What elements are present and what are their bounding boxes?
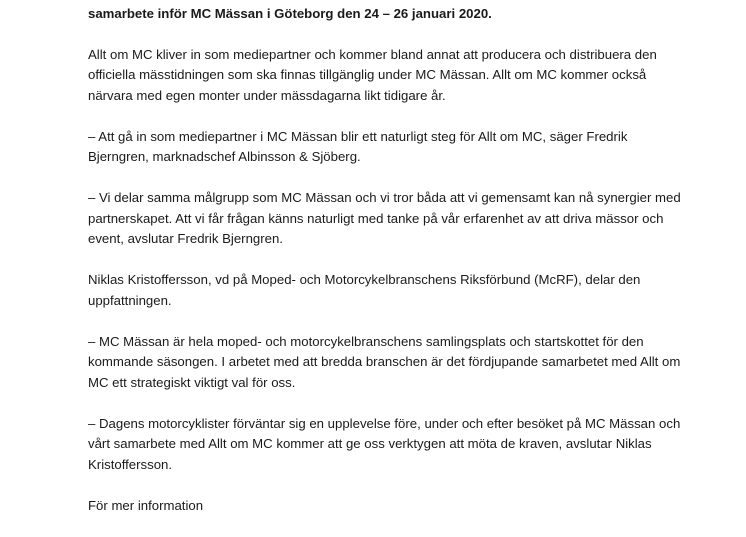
text-line: event, avslutar Fredrik Bjerngren. [88, 231, 283, 246]
text-line: närvara med egen monter under mässdagarna likt tidigare år. [88, 87, 446, 103]
text-line: – MC Mässan är hela moped- och motorcykelbranschens samlingsplats och startskottet för den [88, 333, 644, 349]
paragraph [88, 496, 688, 517]
paragraph [88, 127, 688, 168]
text-line: vårt samarbete med Allt om MC kommer att ge oss verktygen att möta de kraven, avslutar Niklas [88, 436, 652, 451]
text-line: Allt om MC kliver in som mediepartner och kommer bland annat att producera och distribuera den [88, 46, 657, 62]
text-line: Kristoffersson. [88, 456, 173, 472]
text-line: – Vi delar samma målgrupp som MC Mässan och vi tror båda att vi gemensamt kan nå synergier med [88, 190, 681, 205]
text-line: officiella mässtidningen som ska finnas tillgänglig under MC Mässan. Allt om MC kommer också [88, 67, 647, 82]
text-line: – Dagens motorcyklister förväntar sig en upplevelse före, under och efter besöket på MC Mässan och [88, 415, 681, 431]
text-line: samarbete inför MC Mässan i Göteborg den 24 – 26 januari 2020. [88, 5, 492, 21]
paragraph [88, 188, 688, 250]
paragraph [88, 332, 688, 394]
text-line: MC ett strategiskt viktigt val för oss. [88, 374, 296, 390]
paragraph [88, 270, 688, 311]
press-release-body [88, 0, 688, 537]
text-line: Bjerngren, marknadschef Albinsson & Sjöberg. [88, 149, 361, 164]
text-line: uppfattningen. [88, 292, 172, 308]
text-line: Niklas Kristoffersson, vd på Moped- och Motorcykelbranschens Riksförbund (McRF), delar den [88, 272, 641, 287]
text-line: För mer information [88, 497, 204, 513]
text-line: partnerskapet. Att vi får frågan känns naturligt med tanke på vår erfarenhet av att driva mässor och [88, 210, 664, 226]
paragraph [88, 45, 688, 107]
text-line: – Att gå in som mediepartner i MC Mässan blir ett naturligt steg för Allt om MC, säger Fredrik [88, 128, 628, 144]
paragraph [88, 414, 688, 476]
paragraph [88, 0, 688, 24]
text-line: kommande säsongen. I arbetet med att bredda branschen är det fördjupande samarbetet med Allt om [88, 354, 681, 369]
